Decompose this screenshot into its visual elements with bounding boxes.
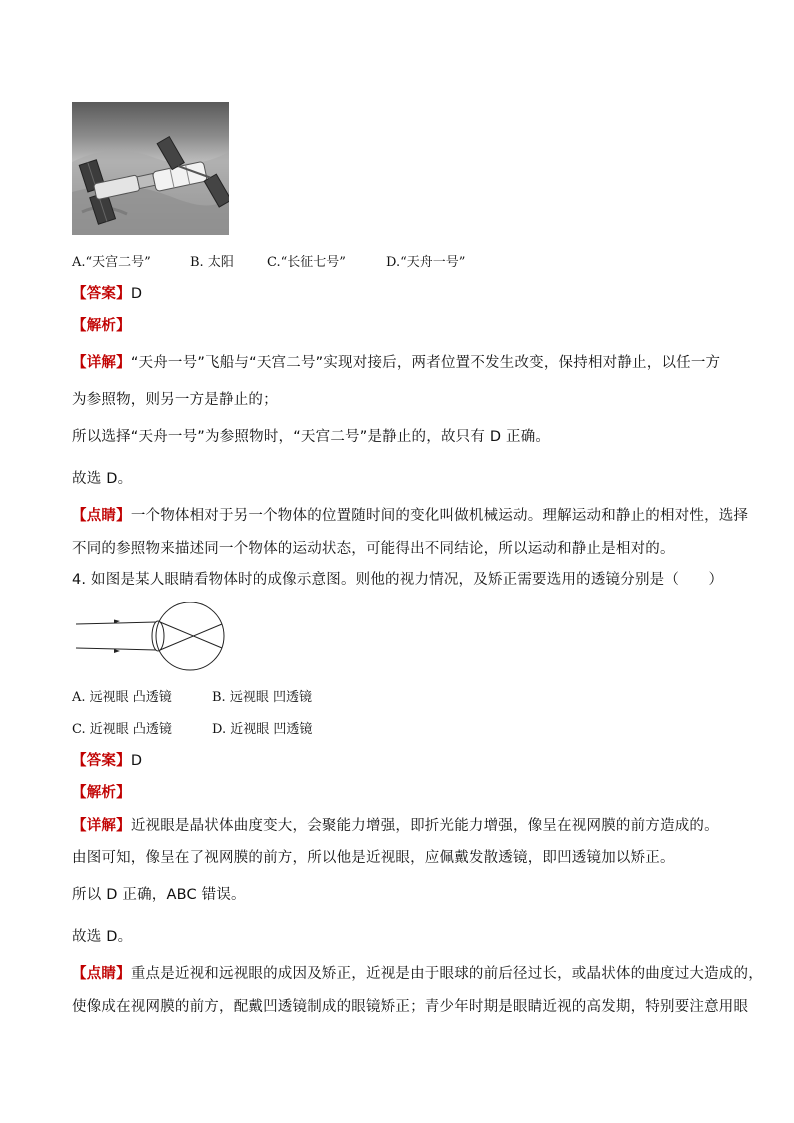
q4-option-a: A. 远视眼 凸透镜: [72, 690, 172, 705]
q3-analysis-heading: [72, 314, 131, 335]
q3-option-d: D.“天舟一号”: [386, 255, 466, 270]
arrow-bottom-icon: [114, 649, 120, 653]
q3-comment-line-2: 不同的参照物来描述同一个物体的运动状态，可能得出不同结论，所以运动和静止是相对的。: [72, 541, 675, 557]
q3-option-b: B. 太阳: [190, 255, 234, 270]
refracted-ray-top: [160, 622, 222, 648]
refracted-ray-bottom: [160, 624, 222, 650]
q3-option-a: A.“天宫二号”: [72, 255, 151, 270]
q3-conclusion: 故选 D。: [72, 471, 133, 487]
analysis-tag: 【解析】: [72, 318, 131, 334]
q4-comment-line-1: [72, 962, 763, 983]
answer-value: D: [130, 753, 143, 769]
comment-text: 一个物体相对于另一个物体的位置随时间的变化叫做机械运动。理解运动和静止的相对性，选择: [130, 508, 749, 524]
eyeball-outline: [156, 602, 224, 670]
answer-tag: 【答案】: [72, 753, 131, 769]
q4-option-d: D. 近视眼 凹透镜: [212, 722, 313, 737]
q3-detail-line-3: 所以选择“天舟一号”为参照物时，“天宫二号”是静止的，故只有 D 正确。: [72, 429, 551, 445]
answer-tag: 【答案】: [72, 286, 131, 302]
q3-detail-line-1: [72, 351, 720, 372]
detail-text: 近视眼是晶状体曲度变大，会聚能力增强，即折光能力增强，像呈在视网膜的前方造成的。: [130, 818, 719, 834]
q3-option-c: C.“长征七号”: [267, 255, 346, 270]
space-station-photo: [72, 102, 229, 235]
q4-detail-line-2: 由图可知，像呈在了视网膜的前方，所以他是近视眼，应佩戴发散透镜，即凹透镜加以矫正。: [72, 850, 675, 866]
detail-tag: 【详解】: [72, 355, 131, 371]
comment-tag: 【点睛】: [72, 966, 131, 982]
answer-value: D: [130, 286, 143, 302]
detail-tag: 【详解】: [72, 818, 131, 834]
q4-question: 4. 如图是某人眼睛看物体时的成像示意图。则他的视力情况，及矫正需要选用的透镜分别是（ ）: [72, 572, 724, 588]
eye-diagram: [72, 602, 232, 672]
q4-detail-line-1: [72, 814, 719, 835]
q4-conclusion: 故选 D。: [72, 929, 133, 945]
q4-detail-line-3: 所以 D 正确，ABC 错误。: [72, 887, 246, 903]
space-station-illustration: [72, 102, 229, 235]
comment-text: 重点是近视和远视眼的成因及矫正，近视是由于眼球的前后径过长，或晶状体的曲度过大造成的，: [130, 966, 763, 982]
analysis-tag: 【解析】: [72, 785, 131, 801]
detail-text: “天舟一号”飞船与“天宫二号”实现对接后，两者位置不发生改变，保持相对静止，以任一方: [130, 355, 721, 371]
q3-comment-line-1: [72, 504, 748, 525]
comment-tag: 【点睛】: [72, 508, 131, 524]
q4-option-c: C. 近视眼 凸透镜: [72, 722, 172, 737]
q3-detail-line-2: 为参照物，则另一方是静止的；: [72, 392, 278, 408]
q4-option-b: B. 远视眼 凹透镜: [212, 690, 312, 705]
q3-answer: [72, 282, 142, 303]
q4-answer: [72, 749, 142, 770]
q4-analysis-heading: [72, 781, 131, 802]
q4-comment-line-2: 使像成在视网膜的前方，配戴凹透镜制成的眼镜矫正；青少年时期是眼睛近视的高发期，特别要注意用眼: [72, 999, 749, 1015]
